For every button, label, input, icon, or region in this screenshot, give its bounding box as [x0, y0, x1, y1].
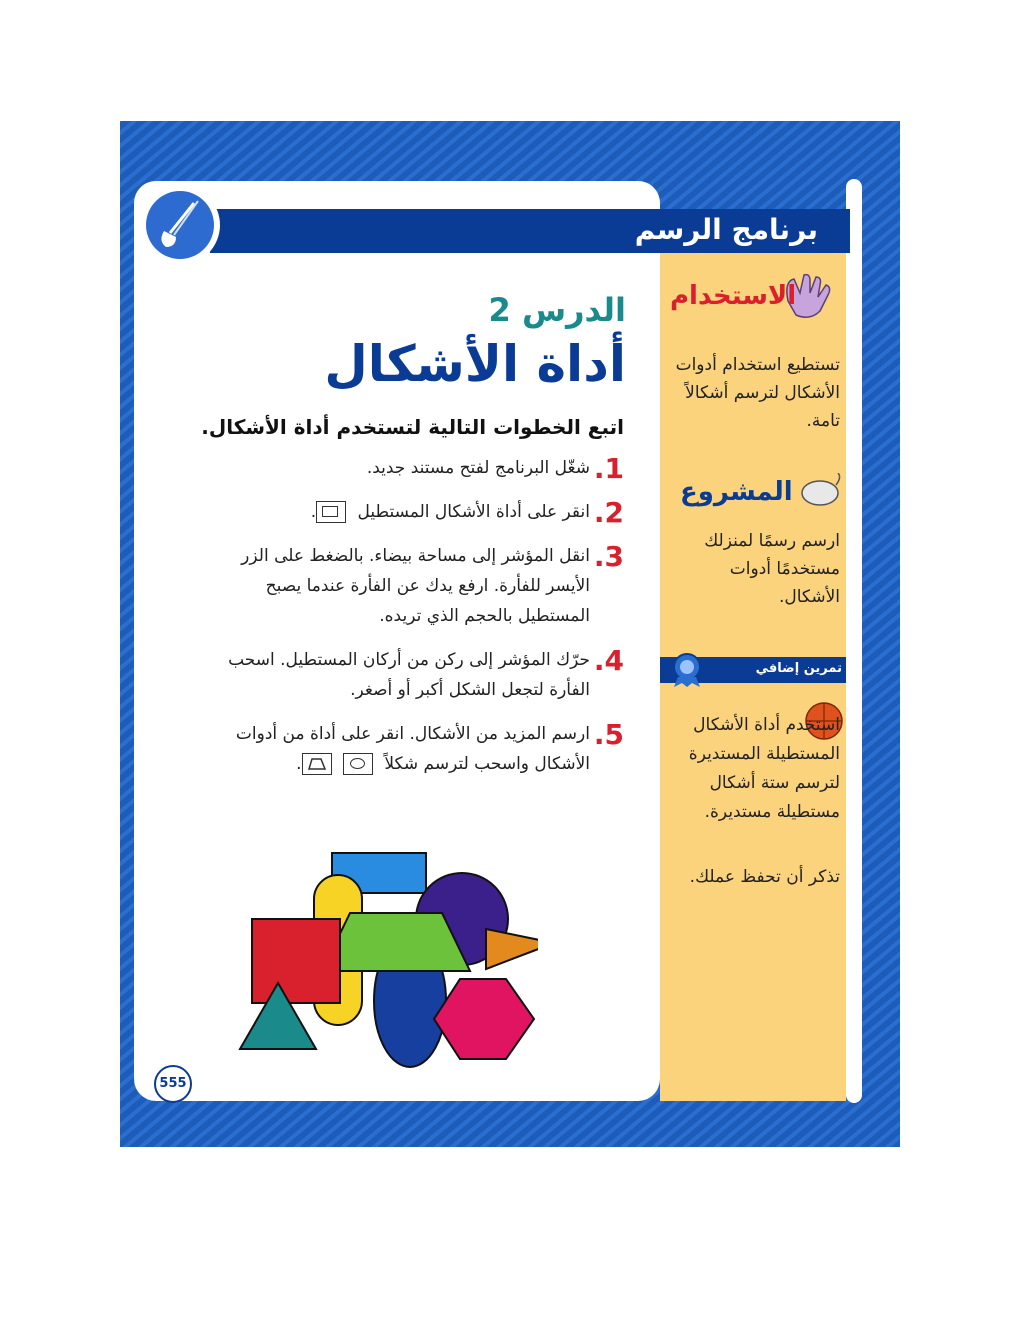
- step-5: 5. ارسم المزيد من الأشكال. انقر على أداة من أدوات الأشكال واسحب لترسم شكلاً .: [235, 718, 624, 774]
- step-2: 2. انقر على أداة الأشكال المستطيل .: [310, 496, 624, 529]
- steps-list: [204, 453, 624, 793]
- step-text: شغّل البرنامج لفتح مستند جديد.: [366, 458, 590, 478]
- project-text: ارسم رسمًا لمنزلك مستخدمًا أدوات الأشكال.: [704, 531, 840, 607]
- step-number: 5.: [593, 718, 624, 751]
- orange-triangle-shape: [486, 929, 538, 969]
- red-square-shape: [252, 919, 340, 1003]
- section-title: برنامج الرسم: [634, 213, 818, 246]
- polygon-tool-icon: [302, 753, 332, 775]
- step-number: 2.: [593, 496, 624, 529]
- step-text: حرّك المؤشر إلى ركن من أركان المستطيل. اسحب الفأرة لتجعل الشكل أكبر أو أصغر.: [228, 650, 590, 700]
- ellipse-tool-icon: [343, 753, 373, 775]
- lesson-intro: اتبع الخطوات التالية لتستخدم أداة الأشكال.: [201, 415, 624, 439]
- paintbrush-icon: [146, 191, 214, 259]
- scroll-edge: [846, 179, 862, 1103]
- lesson-number: الدرس 2: [488, 291, 626, 329]
- step-4: [204, 645, 624, 705]
- extra-exercise-text: استخدم أداة الأشكال المستطيلة المستديرة لترسم ستة أشكال مستطيلة مستديرة.: [688, 715, 840, 822]
- rectangle-tool-icon: [316, 501, 346, 523]
- shapes-illustration: [238, 851, 538, 1071]
- usage-text: تستطيع استخدام أدوات الأشكال لترسم أشكالاً تامة.: [675, 355, 840, 431]
- lesson-title: أداة الأشكال: [324, 335, 626, 393]
- project-heading: المشروع: [680, 477, 793, 507]
- mouse-icon: [800, 473, 842, 507]
- step-number: 3.: [593, 540, 624, 573]
- page-frame: [120, 121, 900, 1147]
- step-number: 1.: [593, 452, 624, 485]
- extra-exercise-note: تذكر أن تحفظ عملك.: [689, 867, 840, 887]
- step-1: [204, 453, 624, 483]
- step-text: انقل المؤشر إلى مساحة بيضاء. بالضغط على الزر الأيسر للفأرة. ارفع يدك عن الفأرة عندما يصبح المستطيل بالحجم الذي تريده.: [241, 546, 590, 626]
- medal-icon: [668, 651, 706, 689]
- extra-exercise-label: تمرين إضافي: [755, 661, 842, 676]
- step-text: ارسم المزيد من الأشكال. انقر على أداة من أدوات الأشكال واسحب لترسم شكلاً: [235, 724, 590, 774]
- step-text: انقر على أداة الأشكال المستطيل: [357, 502, 590, 522]
- step-3: [204, 541, 624, 631]
- step-number: 4.: [593, 644, 624, 677]
- usage-heading: الاستخدام: [670, 281, 797, 311]
- pink-hexagon-shape: [434, 979, 534, 1059]
- page-number: 555: [154, 1065, 192, 1103]
